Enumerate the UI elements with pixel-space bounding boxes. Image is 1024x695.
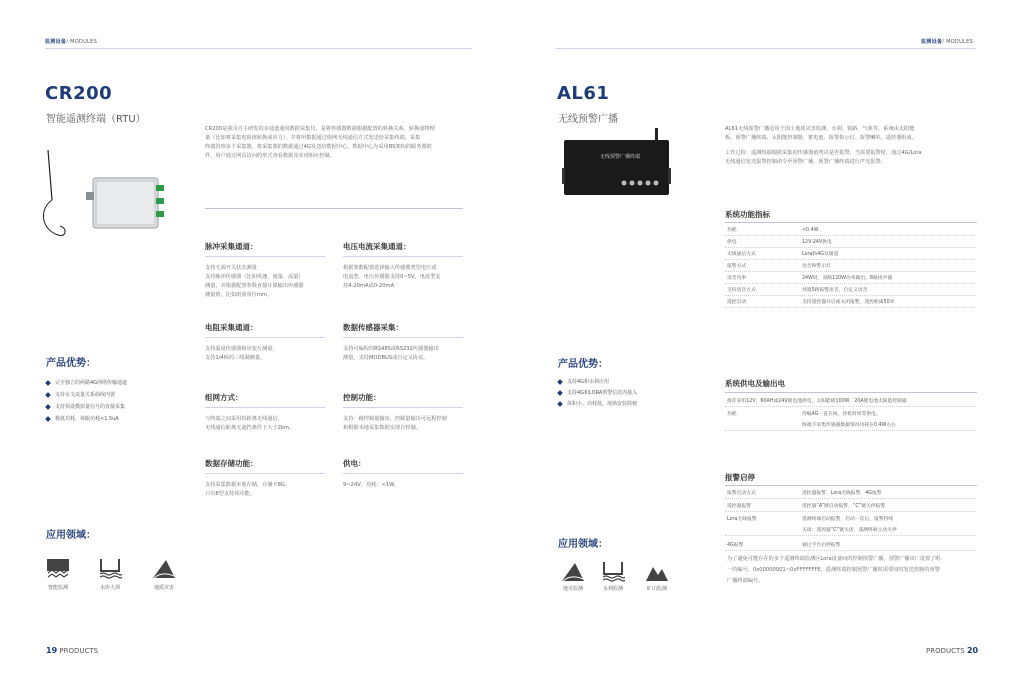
section-head: 电压电流采集通道： — [343, 242, 411, 251]
intro-line: 量（比如将采集电阻值转换成应力），并将所数据通过组网无线通信方式发送给采集终端。采集 — [205, 135, 421, 141]
section-rule — [343, 473, 463, 474]
product-title-al61: AL61 — [557, 83, 610, 104]
advantage-item: 体积小、功耗低，现场安装简便 — [558, 399, 637, 410]
section-head: 数据传感器采集： — [343, 323, 403, 332]
section-rule — [343, 337, 463, 338]
footer-text: PRODUCTS — [926, 647, 965, 655]
section-pulse — [205, 241, 330, 300]
advantages-title: 产品优势： — [46, 358, 96, 369]
header-category: 监测设备 — [45, 39, 67, 45]
section-head: 电阻采集通道： — [205, 323, 258, 332]
advantage-item: 极低功耗，休眠功耗<1.5uA — [46, 413, 127, 425]
alarm-note — [727, 554, 979, 587]
section-line: 9~24V，功耗：<1W。 — [343, 482, 400, 488]
note-line: 为了避免可能存在的多个遥测终端监测区Lora设备间的控制预警广播，预警广播出厂设置了唱 — [727, 556, 941, 562]
section-head: 数据存储功能： — [205, 459, 258, 468]
al61-device-image — [560, 128, 675, 200]
spec-row: 遥控启动 支持遥控器开启或关闭报警，遥控距离50米 — [725, 298, 975, 308]
section-line: 无线通信距离无遮挡条件下大于2km。 — [205, 425, 295, 431]
section-head: 供电： — [343, 459, 366, 468]
intro-line: 无线通信发送报警控制命令至预警广播，预警广播终端进行声光报警。 — [725, 159, 886, 165]
intro-line: 终端管理多个采集器，将采集器的数据通过4G发送给数据中心。数据中心为采用BS架构的服务器软 — [205, 144, 432, 150]
header-sub: / MODULES — [942, 39, 974, 45]
section-line: 支持无源开关状态测量 — [205, 265, 257, 271]
section-sensor — [343, 322, 468, 363]
advantages-list — [46, 377, 127, 425]
product-subtitle: 无线预警广播 — [558, 114, 618, 125]
app-label: 水库大坝 — [99, 585, 120, 591]
intro-line: 板、预警广播终端、太阳能控制器、蓄电池、报警指示灯、报警喇叭、遥控器组成。 — [725, 135, 917, 141]
spec-title: 系统功能指标 — [725, 210, 770, 219]
section-resistance — [205, 322, 330, 363]
section-line: 支持温度传感器和应变片测量， — [205, 346, 278, 352]
applications-title: 应用领域： — [46, 530, 96, 541]
advantage-item: 完全独立的两路4G网络传输通道 — [46, 377, 127, 389]
section-rule — [205, 337, 325, 338]
section-storage — [205, 458, 330, 499]
intro-line: 工作过程：遥测终端根据采集的传感器值判决是否报警，当需要报警时，通过4G/Lora — [725, 150, 922, 156]
advantage-item: 支持4G和LORA预警信息内接入 — [558, 388, 637, 399]
advantage-item: 支持预设模拟量信号的直接采集 — [46, 401, 127, 413]
section-line: 测量，支持MODBUS或自定义协议。 — [343, 355, 429, 361]
power-title-rule — [725, 392, 977, 393]
header-category: 监测设备 — [921, 39, 943, 45]
section-body — [343, 481, 468, 490]
alarm-title-rule — [725, 485, 977, 486]
app-label: 智能监测 — [47, 585, 68, 591]
power-row: 推荐采用12V、60AH或24V锂电池供电，太阳能板100W、20A锂电池太阳能控制器 — [725, 397, 975, 407]
header-sub: / MODULES — [66, 39, 98, 45]
alarm-row: Lora无线报警 遥测终端启动报警，启动一次后，报警持续 — [727, 517, 894, 522]
section-rule — [343, 407, 463, 408]
al61-intro — [725, 125, 980, 167]
cr200-device-image — [38, 140, 168, 245]
section-head: 控制功能： — [343, 393, 381, 402]
section-rule — [205, 473, 325, 474]
section-line: 持4-20mA或0-20mA — [343, 283, 395, 289]
section-line: 只有8型支持该功能。 — [205, 491, 255, 497]
section-body — [343, 345, 468, 363]
spec-row: 无线通信方式 Lora和4G双通道 — [725, 250, 975, 260]
advantages-title: 产品优势： — [558, 359, 608, 370]
left-header — [45, 38, 97, 45]
alarm-row: 报警启动方式 遥控器报警、Lora无线报警、4G报警 — [725, 489, 975, 499]
advantage-item: 支持水文流量关系曲线内置 — [46, 389, 127, 401]
right-header-rule — [556, 48, 976, 49]
alarm-title: 报警启停 — [725, 473, 755, 482]
section-body — [205, 415, 330, 433]
section-rule — [205, 407, 325, 408]
section-power — [343, 458, 468, 490]
section-line: 测量值，比如雨量单位mm。 — [205, 292, 273, 298]
left-header-rule — [45, 48, 472, 49]
page-number: 19 — [46, 646, 58, 655]
footer-text: PRODUCTS — [59, 647, 99, 655]
mountain-icon — [645, 560, 669, 582]
cr200-intro — [205, 125, 465, 161]
intro-rule — [205, 208, 463, 209]
left-footer — [46, 646, 98, 655]
section-line: 电流型。电压传感器支持0~5V，电流型支 — [343, 274, 441, 280]
section-head: 组网方式： — [205, 393, 243, 402]
product-subtitle: 智能遥测终端（RTU） — [46, 114, 146, 125]
section-network — [205, 392, 330, 433]
applications-title: 应用领域： — [558, 539, 608, 550]
section-head: 脉冲采集通道： — [205, 242, 258, 251]
section-control — [343, 392, 468, 433]
section-body — [205, 345, 330, 363]
section-line: 和根据本地采集数据实现自控制。 — [343, 425, 421, 431]
landslide-icon — [152, 557, 176, 579]
spec-row: 供电 12V-24V供电 — [725, 238, 975, 248]
spec-title-rule — [725, 222, 977, 223]
intro-line: CR200是我司自主研发的多通道通用数据采集仪，是将传感器数据根据配置的转换关系，转换成物理 — [205, 126, 435, 132]
section-body — [343, 264, 468, 291]
note-line: 广播终端编号。 — [727, 578, 764, 584]
spec-row: 功耗 <0.4W — [725, 226, 975, 236]
alarm-row: 关闭：遥控器“C”键关闭，遥测终端主动关停 — [725, 526, 975, 536]
advantages-list — [558, 377, 637, 410]
app-label: 水利监测 — [602, 586, 623, 592]
product-title-cr200: CR200 — [45, 83, 113, 104]
flood-icon — [98, 557, 122, 579]
section-line: 根据参数配置选择输入传感器类型电压或 — [343, 265, 437, 271]
advantage-item: 支持4G和水利应用 — [558, 377, 637, 388]
section-line: 支持1/4桥的三线制测量。 — [205, 355, 266, 361]
section-line: 测量，并根据配置参数直接计算输出传感器 — [205, 283, 304, 289]
app-label: 地灾监测 — [562, 586, 583, 592]
right-header — [921, 38, 973, 45]
section-line: 与终端之间采用短距离无线通信， — [205, 416, 283, 422]
power-title: 系统供电及输出电 — [725, 379, 785, 388]
spec-row: 支持语音方式 预置5路报警语音，自定义语音 — [725, 286, 975, 296]
alarm-row: 遥控器报警 遥控器“A”键启动报警，“C”键关停报警 — [725, 502, 975, 512]
landslide-icon — [561, 560, 585, 582]
section-body — [205, 481, 330, 499]
section-rule — [205, 256, 325, 257]
section-voltage — [343, 241, 468, 291]
intro-line: AL61无线预警广播适用于国土地质灾害监测、水利、铁路、气象等。系统由太阳能 — [725, 126, 915, 132]
section-line: 支持采集数据本地存储，存储卡8G， — [205, 482, 291, 488]
intro-line: 件，用户通过网页访问的形式查看数据及实现相应控制。 — [205, 153, 335, 159]
device-label: 无线预警广播终端 — [600, 154, 641, 160]
section-line: 支持脉冲传感器（比如风速、雨量、流量） — [205, 274, 304, 280]
power-row: 终端不采集传感器数据情况功耗在0.4W左右 — [725, 421, 975, 431]
right-footer — [926, 646, 978, 655]
spec-row: 语音功率 24W时，双路120W功率输出，8路扬声器 — [725, 274, 975, 284]
power-row: 功耗 待编4G一直在线，待机时同等供电。 — [727, 412, 881, 417]
section-line: 支持一路控制量输出，控制量输出可远程控制 — [343, 416, 447, 422]
app-label: 地质灾害 — [153, 585, 174, 591]
section-body — [205, 264, 330, 300]
note-line: 一的编号，0x00000001~0xFFFFFFFE。遥测终端控制预警广播时需要同时发送控制的预警 — [727, 567, 940, 573]
alarm-row: 4G报警 通过平台启停报警 — [725, 541, 975, 551]
section-rule — [343, 256, 463, 257]
flood-icon — [601, 560, 625, 582]
section-body — [343, 415, 468, 433]
app-label: 矿山监测 — [646, 586, 667, 592]
smart-monitor-icon — [46, 557, 70, 579]
spec-row: 报警方式 语音和警示灯 — [725, 262, 975, 272]
section-line: 支持可编程的RS485或RS232传感器输出 — [343, 346, 439, 352]
page-number: 20 — [966, 646, 979, 655]
